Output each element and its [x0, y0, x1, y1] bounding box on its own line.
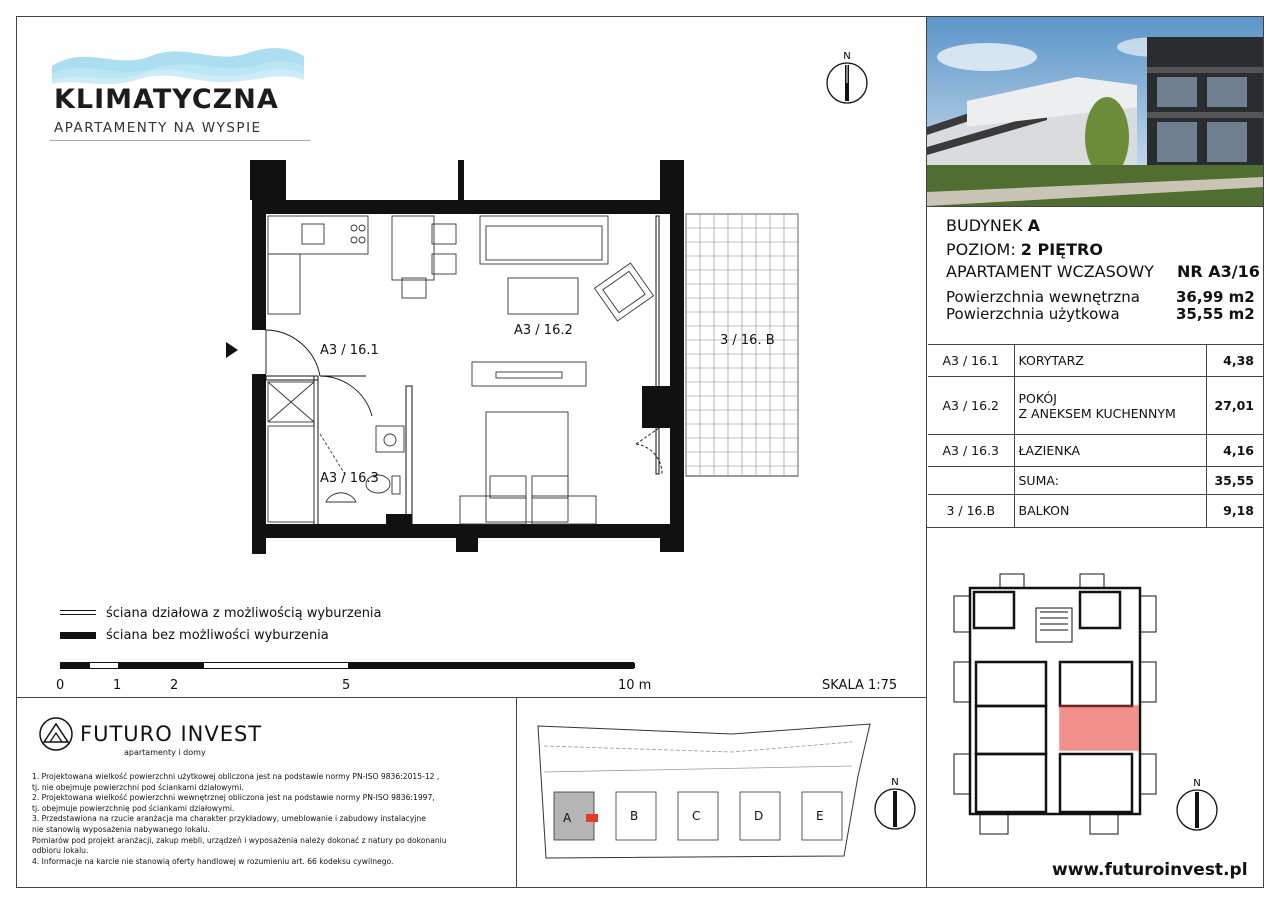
partition-wall-swatch: [60, 610, 96, 615]
usable-area-value: 35,55 m2: [1176, 305, 1255, 323]
structural-walls: [250, 160, 684, 554]
room-code: A3 / 16.2: [928, 377, 1014, 435]
room-name: BALKON: [1014, 495, 1206, 527]
note-line: tj. nie obejmuje powierzchni pod ściankami działowymi.: [32, 782, 244, 792]
building-label: E: [816, 809, 824, 823]
room-area: 9,18: [1206, 495, 1264, 527]
developer-logo: [38, 716, 263, 757]
divider-horizontal-bottom: [16, 697, 926, 698]
scale-bar: [60, 662, 634, 669]
table-row: [928, 345, 1264, 377]
label-corridor: A3 / 16.1: [320, 343, 379, 358]
legal-notes: [32, 772, 447, 867]
building-label: B: [630, 809, 639, 823]
building-label: D: [754, 809, 764, 823]
kitchen-counter: [268, 216, 456, 314]
scale-tick-1: 1: [113, 678, 122, 693]
room-name: KORYTARZ: [1014, 345, 1206, 377]
brand-title: KLIMATYCZNA: [54, 84, 279, 115]
note-line: 1. Projektowana wielkość powierzchni użytkowej obliczona jest na podstawie normy PN-ISO 9836:2015-12 ,: [32, 772, 440, 781]
room-code: [928, 467, 1014, 495]
scale-tick-2: 2: [170, 678, 179, 693]
brand-subtitle: APARTAMENTY NA WYSPIE: [54, 120, 262, 136]
apartment-type: APARTAMENT WCZASOWY: [946, 262, 1154, 281]
apartment-highlight: [1060, 706, 1138, 750]
table-row: [928, 435, 1264, 467]
developer-tagline: apartamenty i domy: [124, 748, 206, 757]
divider-photo: [926, 206, 1264, 207]
room-area: 35,55: [1206, 467, 1264, 495]
label-bathroom: A3 / 16.3: [320, 471, 379, 486]
apartment-marker: [586, 814, 598, 822]
apartment-number: NR A3/16: [1177, 262, 1260, 281]
room-name: SUMA:: [1014, 467, 1206, 495]
structural-wall-swatch: [60, 632, 96, 639]
room-name: ŁAZIENKA: [1014, 435, 1206, 467]
brand-underline: [50, 140, 310, 141]
scale-tick-10: 10 m: [618, 678, 652, 693]
building-line: BUDYNEK A: [946, 216, 1040, 235]
legend-structural-label: ściana bez możliwości wyburzenia: [106, 628, 329, 643]
floor-key-plan: [940, 572, 1170, 844]
scale-tick-0: 0: [56, 678, 65, 693]
svg-text:N: N: [891, 777, 899, 788]
room-area: 4,16: [1206, 435, 1264, 467]
usable-area-label: Powierzchnia użytkowa: [946, 305, 1120, 323]
brand-logo: [46, 40, 316, 150]
website-link[interactable]: www.futuroinvest.pl: [1052, 860, 1248, 880]
room-area: 27,01: [1206, 377, 1264, 435]
room-code: 3 / 16.B: [928, 495, 1014, 527]
svg-text:N: N: [1193, 778, 1201, 789]
note-line: tj. obejmuje powierzchnię pod ściankami działowymi.: [32, 803, 235, 813]
label-room: A3 / 16.2: [514, 323, 573, 338]
divider-vertical-footer: [516, 697, 517, 888]
wave-logo-icon: [46, 40, 316, 90]
svg-text:N: N: [843, 51, 851, 62]
apartment-floor-plan: [216, 154, 806, 560]
table-row: [928, 495, 1264, 527]
building-label: C: [692, 809, 701, 823]
scale-tick-5: 5: [342, 678, 351, 693]
table-row: [928, 377, 1264, 435]
note-line: 3. Przedstawiona na rzucie aranżacja ma charakter przykładowy, umeblowanie i zabudowy instalacyjne: [32, 814, 426, 824]
bathroom-fixtures: [268, 382, 404, 522]
building-label: A: [563, 811, 572, 825]
inner-area-value: 36,99 m2: [1176, 288, 1255, 306]
note-line: nie stanowią wyposażenia nabywanego lokalu.: [32, 824, 210, 834]
room-code: A3 / 16.3: [928, 435, 1014, 467]
site-plan: [532, 716, 876, 862]
developer-name: FUTURO INVEST: [80, 722, 263, 746]
divider-table-bottom: [926, 527, 1264, 528]
north-compass-icon: [872, 774, 918, 834]
living-furniture: [460, 216, 653, 524]
table-row-sum: [928, 467, 1264, 495]
legend-partition-label: ściana działowa z możliwością wyburzenia: [106, 606, 382, 621]
north-compass-icon: [824, 48, 870, 108]
futuro-logo-icon: [38, 716, 74, 752]
level-line: POZIOM: 2 PIĘTRO: [946, 240, 1103, 259]
label-balcony: 3 / 16. B: [720, 333, 775, 348]
room-code: A3 / 16.1: [928, 345, 1014, 377]
note-line: 4. Informacje na karcie nie stanowią oferty handlowej w rozumieniu art. 66 kodeksu cywilnego.: [32, 856, 394, 866]
room-area-table: [928, 344, 1264, 527]
scale-label: SKALA 1:75: [822, 678, 898, 693]
north-compass-icon: [1174, 775, 1220, 835]
room-area: 4,38: [1206, 345, 1264, 377]
inner-area-label: Powierzchnia wewnętrzna: [946, 288, 1140, 306]
entrance-arrow-icon: [226, 342, 238, 358]
note-line: 2. Projektowana wielkość powierzchni wewnętrznej obliczona jest na podstawie normy PN-ISO 9836:1997,: [32, 793, 435, 803]
note-line: Pomiarów pod projekt aranżacji, zakup mebli, urządzeń i wyposażenia należy dokonać z natury po dokonaniu: [32, 835, 447, 845]
note-line: odbioru lokalu.: [32, 846, 89, 856]
building-photo: [927, 17, 1263, 206]
room-name: POKÓJ Z ANEKSEM KUCHENNYM: [1014, 377, 1206, 435]
